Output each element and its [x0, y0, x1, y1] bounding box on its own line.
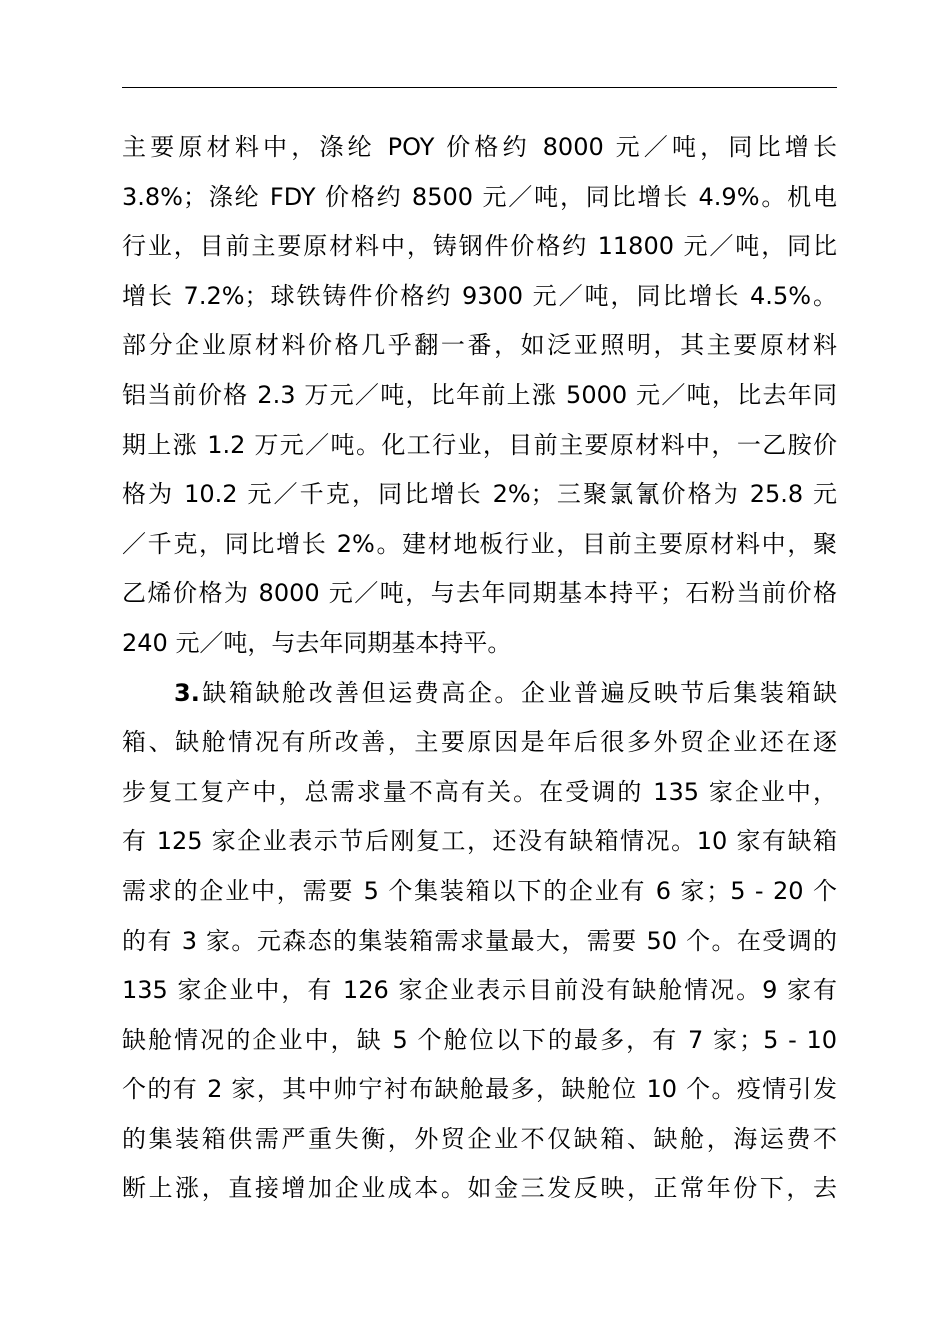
text-line: 的集装箱供需严重失衡，外贸企业不仅缺箱、缺舱，海运费不 [122, 1124, 837, 1153]
text-line: 主要原材料中，涤纶 POY 价格约 8000 元／吨，同比增长 [122, 133, 837, 161]
text-line: 格为 10.2 元／千克，同比增长 2%；三聚氯氰价格为 25.8 元 [122, 480, 837, 509]
text-line: 箱、缺舱情况有所改善，主要原因是年后很多外贸企业还在逐 [122, 728, 837, 757]
text-line: 240 元／吨，与去年同期基本持平。 [122, 628, 512, 657]
text-line: 部分企业原材料价格几乎翻一番，如泛亚照明，其主要原材料 [122, 331, 837, 360]
text-line: 断上涨，直接增加企业成本。如金三发反映，正常年份下，去 [122, 1174, 837, 1203]
text-line: 个的有 2 家，其中帅宁衬布缺舱最多，缺舱位 10 个。疫情引发 [122, 1075, 837, 1104]
text-line: 缺舱情况的企业中，缺 5 个舱位以下的最多，有 7 家；5 - 10 [122, 1025, 837, 1054]
text-line: 需求的企业中，需要 5 个集装箱以下的企业有 6 家；5 - 20 个 [122, 876, 837, 905]
document-body [122, 123, 837, 1214]
header-rule [122, 87, 837, 88]
text-line: 铝当前价格 2.3 万元／吨，比年前上涨 5000 元／吨，比去年同 [122, 380, 837, 409]
text-line: 步复工复产中，总需求量不高有关。在受调的 135 家企业中， [122, 777, 837, 806]
text-line: 行业，目前主要原材料中，铸钢件价格约 11800 元／吨，同比 [122, 232, 837, 261]
text-line: ／千克，同比增长 2%。建材地板行业，目前主要原材料中，聚 [122, 529, 837, 558]
text-line: 乙烯价格为 8000 元／吨，与去年同期基本持平；石粉当前价格 [122, 579, 837, 608]
text-line: 有 125 家企业表示节后刚复工，还没有缺箱情况。10 家有缺箱 [122, 827, 837, 856]
text-line: 增长 7.2%；球铁铸件价格约 9300 元／吨，同比增长 4.5%。 [122, 281, 837, 310]
section-3-heading-line [122, 669, 837, 719]
text-line: 的有 3 家。元森态的集装箱需求量最大，需要 50 个。在受调的 [122, 926, 837, 955]
text-line: 3.8%；涤纶 FDY 价格约 8500 元／吨，同比增长 4.9%。机电 [122, 182, 837, 211]
section-heading-text: 缺箱缺舱改善但运费高企。企业普遍反映节后集装箱缺 [199, 678, 837, 707]
text-line: 135 家企业中，有 126 家企业表示目前没有缺舱情况。9 家有 [122, 976, 837, 1005]
section-number: 3. [174, 678, 200, 707]
text-line: 期上涨 1.2 万元／吨。化工行业，目前主要原材料中，一乙胺价 [122, 430, 837, 459]
